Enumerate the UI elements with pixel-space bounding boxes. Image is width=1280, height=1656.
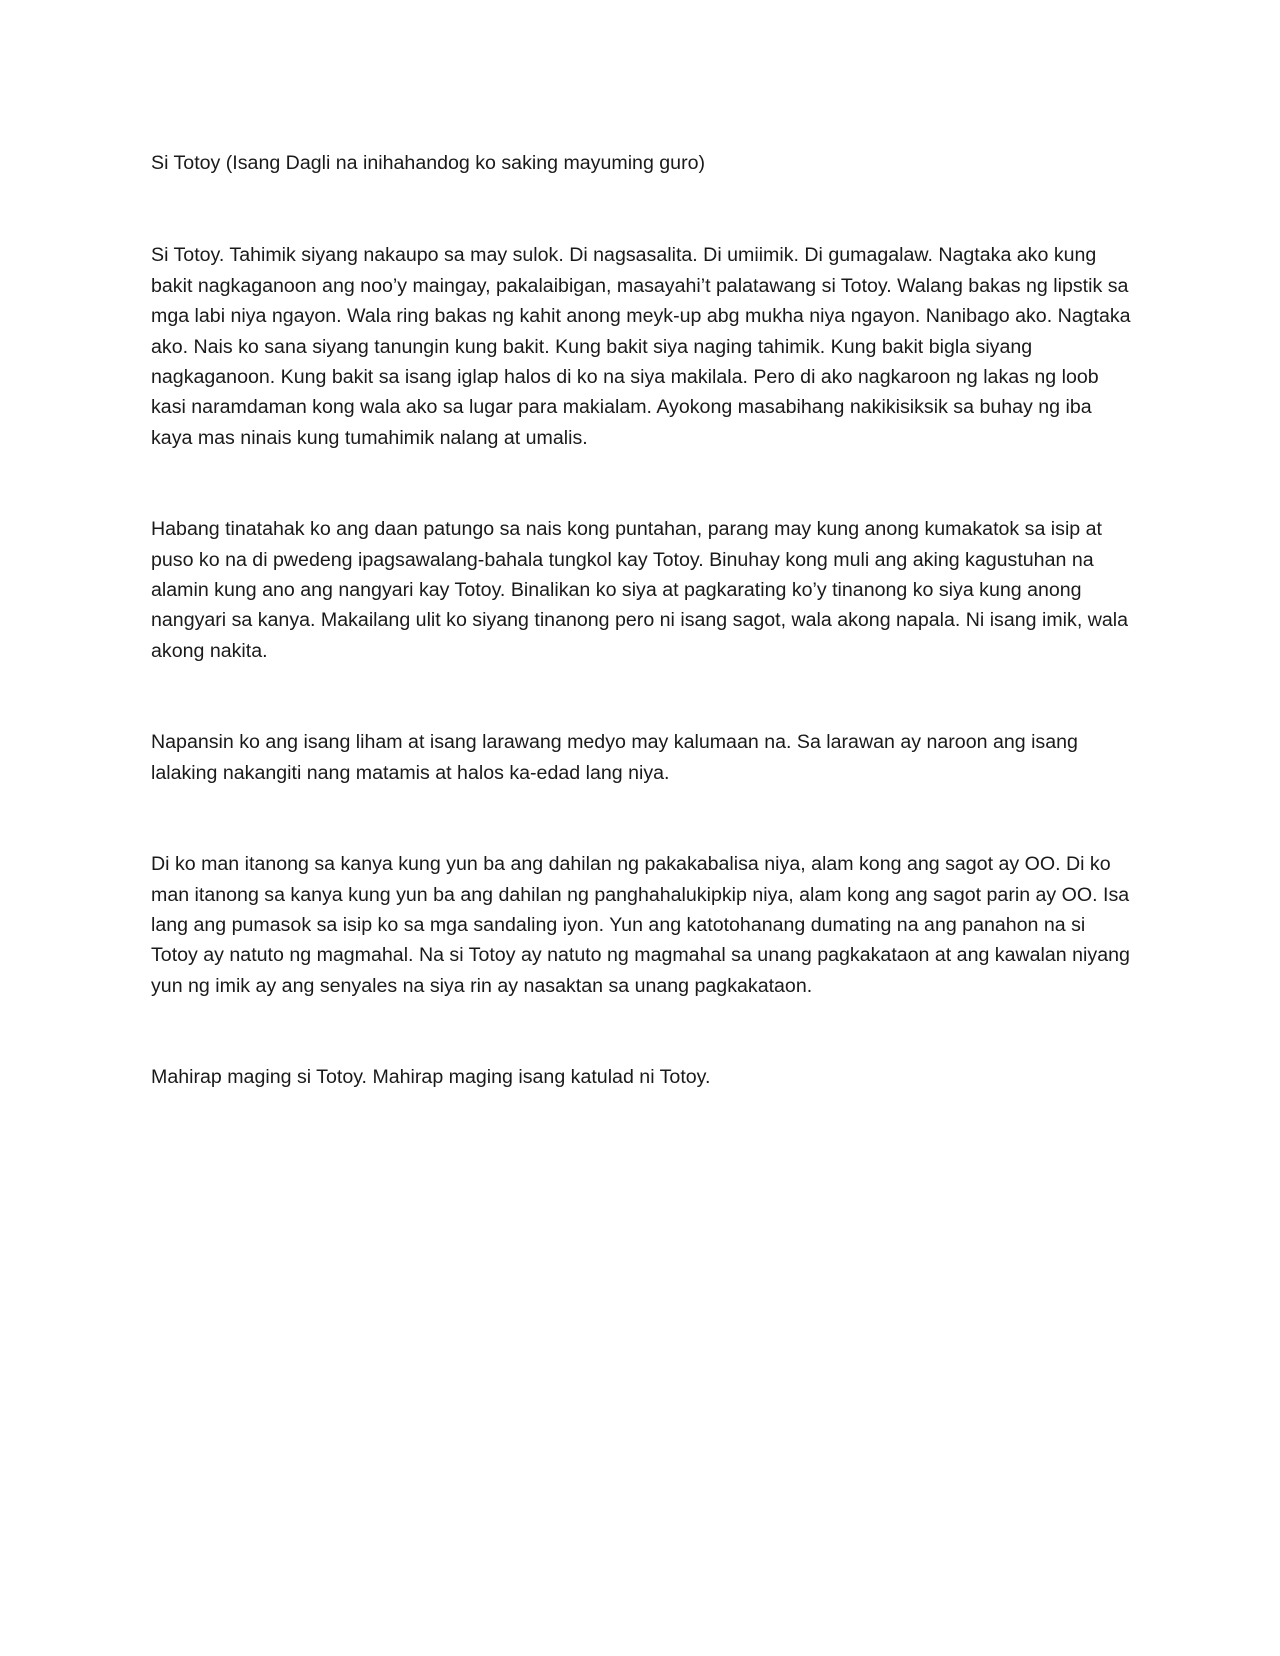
paragraph-3: Napansin ko ang isang liham at isang larawang medyo may kalumaan na. Sa larawan ay naroon ang isang lalaking nakangiti nang matamis at halos ka-edad lang niya. xyxy=(151,731,1078,784)
paragraph-2: Habang tinatahak ko ang daan patungo sa nais kong puntahan, parang may kung anong kumakatok sa isip at puso ko na di pwedeng ipagsawalang-bahala tungkol kay Totoy. Binuhay kong muli ang aking kagustuhan na alamin kung ano ang nangyari kay Totoy. Binalikan ko siya at pagkarating ko’y tinanong ko siya kung anong nangyari sa kanya. Makailang ulit ko siyang tinanong pero ni isang sagot, wala akong napala. Ni isang imik, wala akong nakita. xyxy=(151,518,1128,662)
paragraph-4: Di ko man itanong sa kanya kung yun ba ang dahilan ng pakakabalisa niya, alam kong ang sagot ay OO. Di ko man itanong sa kanya kung yun ba ang dahilan ng panghahalukipkip niya, alam kong ang sagot parin ay OO. Isa lang ang pumasok sa isip ko sa mga sandaling iyon. Yun ang katotohanang dumating na ang panahon na si Totoy ay natuto ng magmahal. Na si Totoy ay natuto ng magmahal sa unang pagkakataon at ang kawalan niyang yun ng imik ay ang senyales na siya rin ay nasaktan sa unang pagkakataon. xyxy=(151,853,1130,997)
spacer xyxy=(151,1001,1136,1062)
spacer xyxy=(151,788,1136,849)
document-body xyxy=(151,148,1136,1093)
spacer xyxy=(151,178,1136,240)
spacer xyxy=(151,666,1136,727)
spacer xyxy=(151,453,1136,514)
paragraph-1: Si Totoy. Tahimik siyang nakaupo sa may sulok. Di nagsasalita. Di umiimik. Di gumagalaw. Nagtaka ako kung bakit nagkaganoon ang noo’y maingay, pakalaibigan, masayahi’t palatawang si Totoy. Walang bakas ng lipstik sa mga labi niya ngayon. Wala ring bakas ng kahit anong meyk-up abg mukha niya ngayon. Nanibago ako. Nagtaka ako. Nais ko sana siyang tanungin kung bakit. Kung bakit siya naging tahimik. Kung bakit bigla siyang nagkaganoon. Kung bakit sa isang iglap halos di ko na siya makilala. Pero di ako nagkaroon ng lakas ng loob kasi naramdaman kong wala ako sa lugar para makialam. Ayokong masabihang nakikisiksik sa buhay ng iba kaya mas ninais kung tumahimik nalang at umalis. xyxy=(151,244,1131,449)
paragraph-5: Mahirap maging si Totoy. Mahirap maging isang katulad ni Totoy. xyxy=(151,1066,711,1089)
document-title: Si Totoy (Isang Dagli na inihahandog ko saking mayuming guro) xyxy=(151,152,706,174)
